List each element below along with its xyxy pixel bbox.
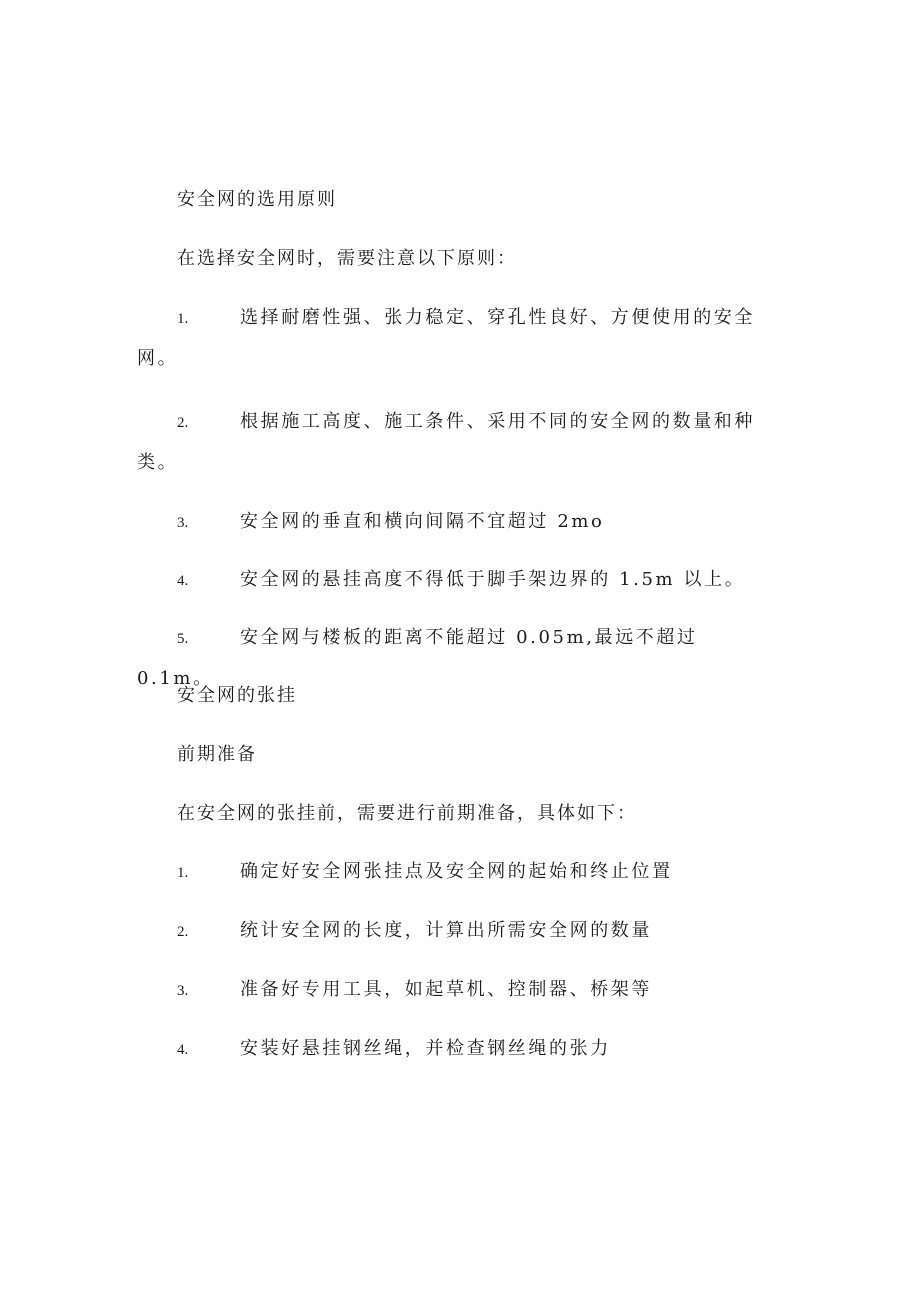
list-text: 统计安全网的长度，计算出所需安全网的数量 [240, 920, 652, 941]
preparation-item-1 [137, 852, 757, 893]
list-text: 准备好专用工具，如起草机、控制器、桥架等 [240, 979, 652, 1000]
list-text: 安全网与楼板的距离不能超过 0.05m,最远不超过 0.1m。 [137, 627, 698, 689]
intro-selection: 在选择安全网时，需要注意以下原则： [177, 248, 517, 269]
list-text: 选择耐磨性强、张力稳定、穿孔性良好、方便使用的安全网。 [137, 307, 755, 369]
list-text: 确定好安全网张挂点及安全网的起始和终止位置 [240, 861, 673, 882]
selection-item-3 [137, 502, 757, 543]
list-number: 2. [177, 415, 189, 431]
list-number: 4. [177, 573, 189, 589]
selection-item-1 [137, 298, 757, 379]
selection-item-4 [137, 560, 757, 601]
list-text: 根据施工高度、施工条件、采用不同的安全网的数量和种类。 [137, 411, 755, 473]
list-text: 安装好悬挂钢丝绳，并检查钢丝绳的张力 [240, 1038, 611, 1059]
selection-item-2 [137, 402, 757, 483]
list-number: 1. [177, 311, 189, 327]
list-number: 4. [177, 1042, 189, 1058]
list-number: 3. [177, 515, 189, 531]
list-number: 3. [177, 983, 189, 999]
intro-preparation: 在安全网的张挂前，需要进行前期准备，具体如下： [177, 803, 637, 824]
list-number: 2. [177, 924, 189, 940]
list-text: 安全网的悬挂高度不得低于脚手架边界的 1.5m 以上。 [240, 569, 746, 590]
preparation-item-4 [137, 1029, 757, 1070]
heading-net-hanging: 安全网的张挂 [177, 685, 297, 706]
heading-selection-principles: 安全网的选用原则 [177, 189, 337, 210]
list-text: 安全网的垂直和横向间隔不宜超过 2mo [240, 511, 605, 532]
heading-preparation: 前期准备 [177, 744, 257, 765]
preparation-item-2 [137, 911, 757, 952]
list-number: 5. [177, 631, 189, 647]
list-number: 1. [177, 865, 189, 881]
preparation-item-3 [137, 970, 757, 1011]
